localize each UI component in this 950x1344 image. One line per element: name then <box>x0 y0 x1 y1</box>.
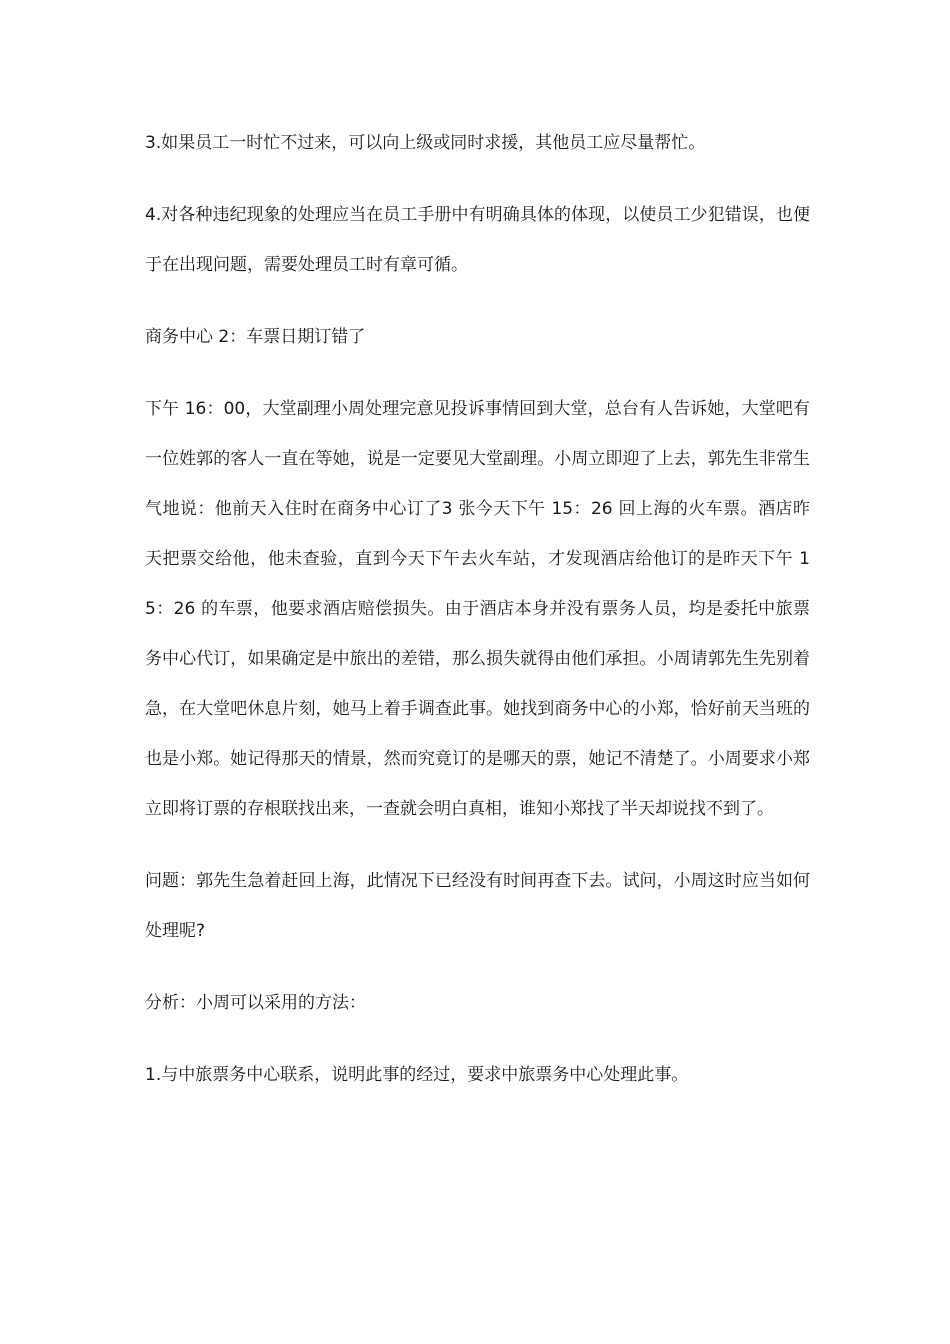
paragraph-gap <box>145 956 810 978</box>
paragraph-point-4: 4.对各种违纪现象的处理应当在员工手册中有明确具体的体现，以使员工少犯错误，也便于在出现问题，需要处理员工时有章可循。 <box>145 205 810 275</box>
paragraph-point-3: 3.如果员工一时忙不过来，可以向上级或同时求援，其他员工应尽量帮忙。 <box>145 133 706 153</box>
analysis-point-1: 1.与中旅票务中心联系，说明此事的经过，要求中旅票务中心处理此事。 <box>145 1065 689 1085</box>
case-heading: 商务中心 2：车票日期订错了 <box>145 327 366 347</box>
paragraph-gap <box>145 168 810 190</box>
paragraph-gap <box>145 1028 810 1050</box>
paragraph-gap <box>145 834 810 856</box>
analysis-heading: 分析：小周可以采用的方法： <box>145 993 366 1013</box>
paragraph-gap <box>145 290 810 312</box>
paragraph-gap <box>145 362 810 384</box>
document-page <box>145 118 810 1100</box>
case-question: 问题：郭先生急着赶回上海，此情况下已经没有时间再查下去。试问，小周这时应当如何处理呢? <box>145 871 810 941</box>
case-narrative: 下午 16：00，大堂副理小周处理完意见投诉事情回到大堂，总台有人告诉她，大堂吧有一位姓郭的客人一直在等她，说是一定要见大堂副理。小周立即迎了上去，郭先生非常生气地说：他前天入住时在商务中心订了3 张今天下午 15：26 回上海的火车票。酒店昨天把票交给他，他未查验，直到今天下午去火车站，才发现酒店给他订的是昨天下午 15：26 的车票，他要求酒店赔偿损失。由于酒店本身并没有票务人员，均是委托中旅票务中心代订，如果确定是中旅出的差错，那么损失就得由他们承担。小周请郭先生先别着急，在大堂吧休息片刻，她马上着手调查此事。她找到商务中心的小郑，恰好前天当班的也是小郑。她记得那天的情景，然而究竟订的是哪天的票，她记不清楚了。小周要求小郑立即将订票的存根联找出来，一查就会明白真相，谁知小郑找了半天却说找不到了。 <box>145 399 810 819</box>
